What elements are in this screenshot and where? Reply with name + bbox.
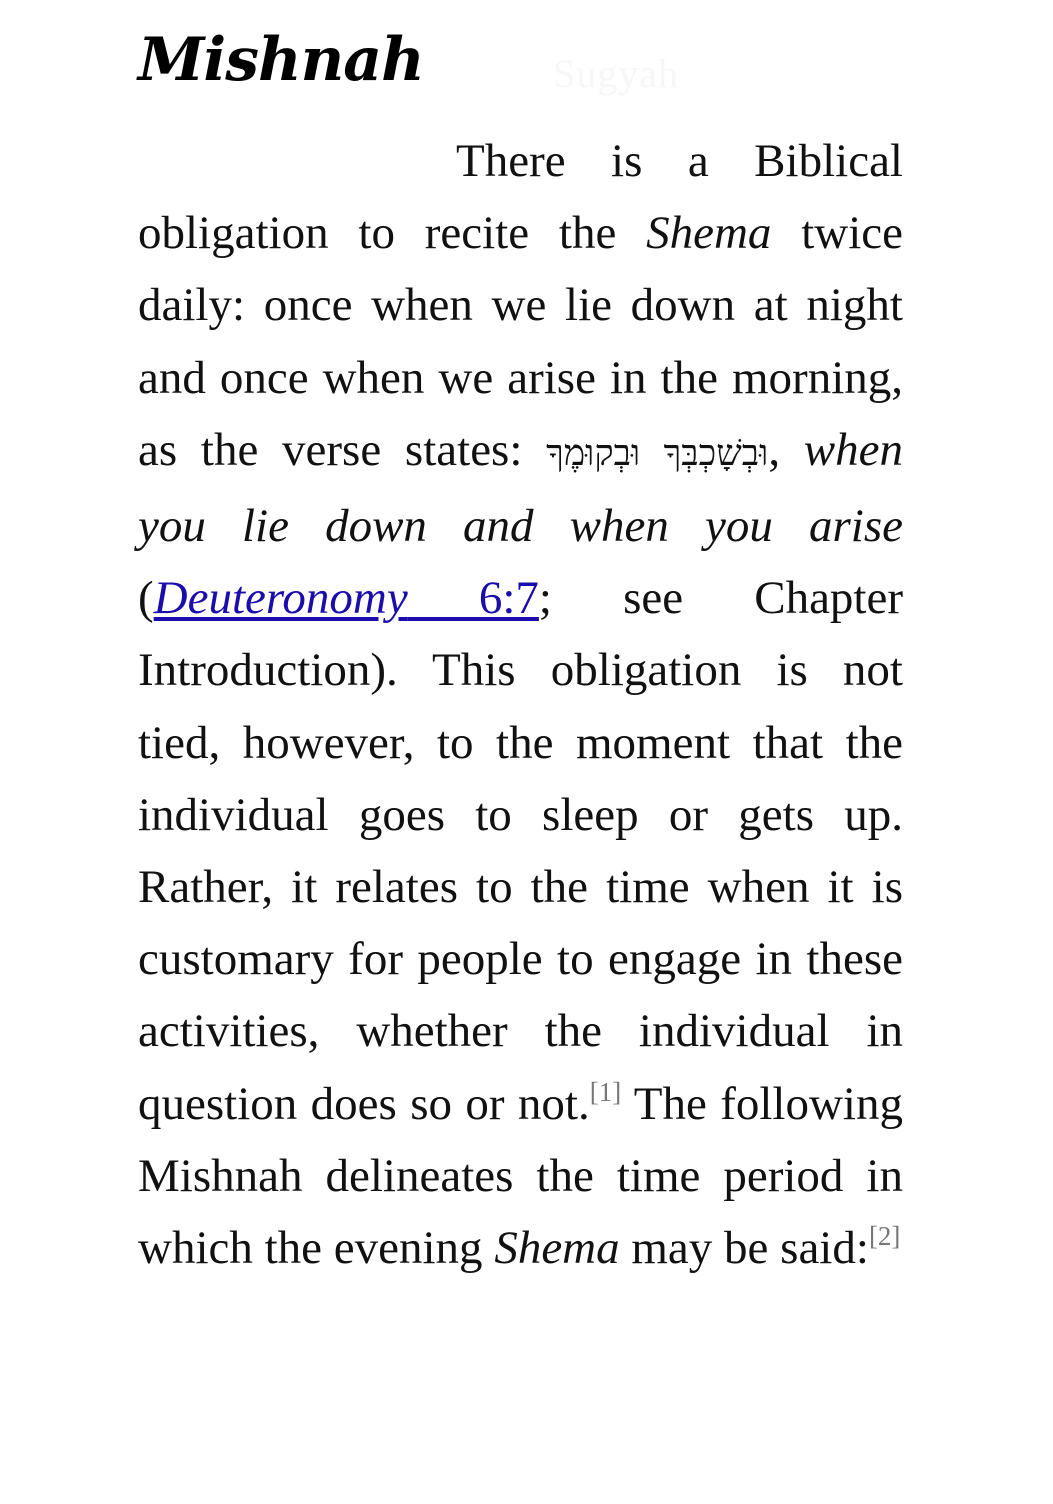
verse-translation: when you lie down and when you arise <box>138 423 904 553</box>
text-run: twice daily: once when we lie down at night and once when we arise in the morning, as the verse states: <box>138 207 903 476</box>
footnote-2-marker[interactable]: [2] <box>868 1221 901 1252</box>
faint-section-label: Sugyah <box>553 51 679 96</box>
text-run: , <box>768 423 804 476</box>
text-run: The following Mishnah delineates the time period in which the evening <box>138 1077 903 1275</box>
footnote-1-marker[interactable]: [1] <box>589 1076 622 1107</box>
text-run: ; see Chapter Introduction). This obligation is not tied, however, to the moment that the individual goes to sleep or gets up. Rather, it relates to the time when it is customary for people to engage in these activities, whether the individual in question does so or not. <box>138 572 904 1130</box>
mishnah-intro-paragraph <box>138 125 903 1284</box>
text-run: ( <box>138 572 154 625</box>
text-run: There is a Biblical obligation to recite the <box>138 135 903 260</box>
link-verse: 6:7 <box>407 572 539 625</box>
hebrew-verse: וּבְשָׁכְבְּךָ וּבְקוּמֶךָ <box>546 432 769 474</box>
section-heading: Mishnah <box>138 25 424 95</box>
text-run: may be said: <box>619 1222 869 1275</box>
term-shema: Shema <box>646 207 772 260</box>
term-shema: Shema <box>494 1222 620 1275</box>
deuteronomy-6-7-link[interactable] <box>154 572 539 624</box>
link-book: Deuteronomy <box>153 572 408 625</box>
